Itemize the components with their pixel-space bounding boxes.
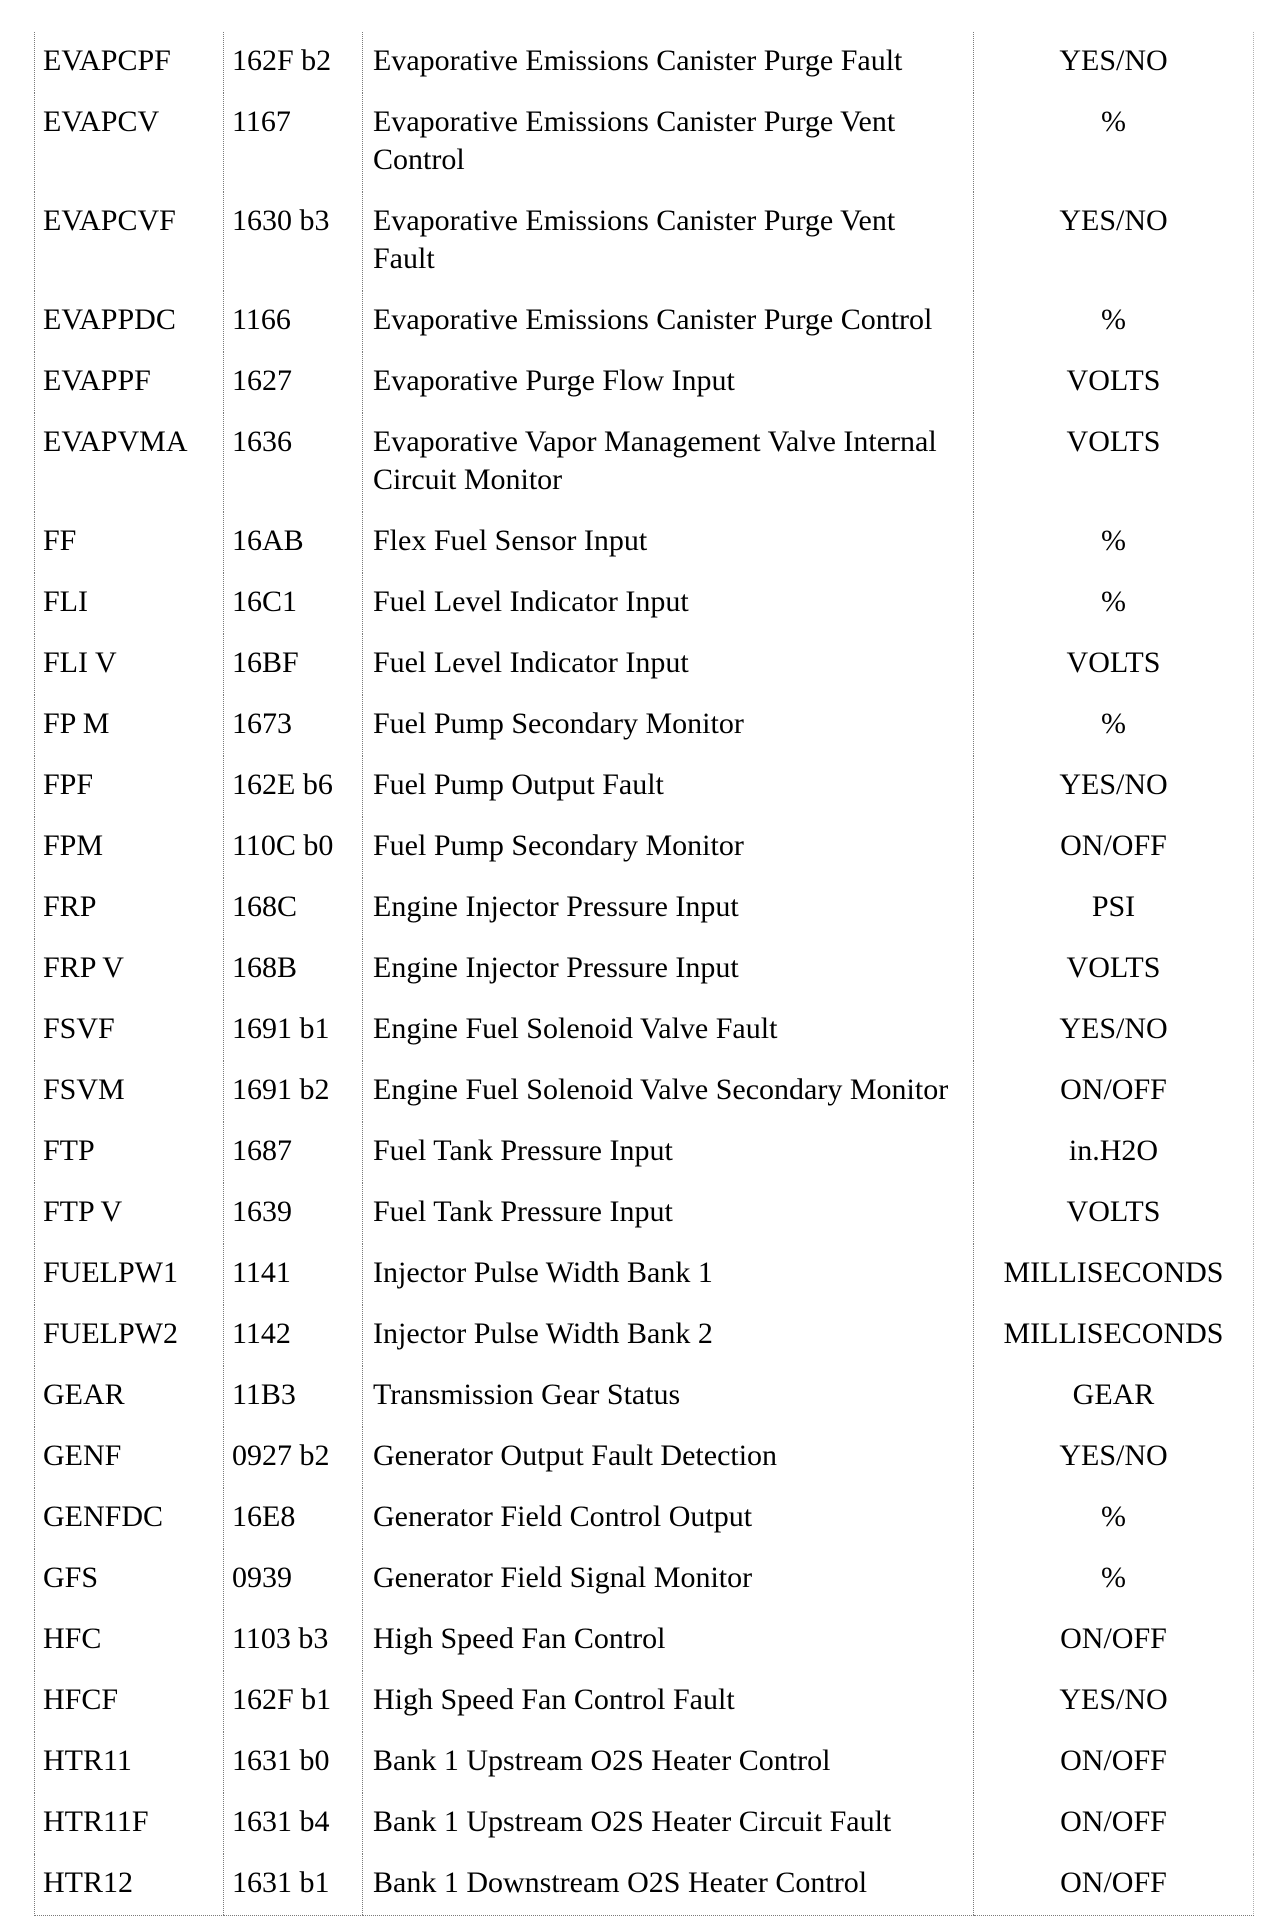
parameter-name-cell: EVAPCPF	[35, 32, 224, 93]
parameter-address-cell: 1630 b3	[224, 192, 363, 291]
parameter-address-cell: 16BF	[224, 634, 363, 695]
table-row	[35, 878, 1254, 939]
parameter-description-cell: Bank 1 Downstream O2S Heater Control	[363, 1854, 974, 1916]
table-row	[35, 1854, 1254, 1916]
parameter-description-cell: Evaporative Emissions Canister Purge Vent Control	[363, 93, 974, 192]
table-row	[35, 1366, 1254, 1427]
parameter-units-cell: YES/NO	[974, 1000, 1254, 1061]
parameter-description-cell: Injector Pulse Width Bank 1	[363, 1244, 974, 1305]
parameter-description-cell: Engine Injector Pressure Input	[363, 939, 974, 1000]
parameter-name-cell: HTR12	[35, 1854, 224, 1916]
parameter-units-cell: %	[974, 573, 1254, 634]
table-row	[35, 939, 1254, 1000]
parameter-name-cell: GEAR	[35, 1366, 224, 1427]
table-row	[35, 1427, 1254, 1488]
parameter-address-cell: 110C b0	[224, 817, 363, 878]
parameter-units-cell: GEAR	[974, 1366, 1254, 1427]
parameter-name-cell: FTP V	[35, 1183, 224, 1244]
parameter-address-cell: 0939	[224, 1549, 363, 1610]
parameter-units-cell: VOLTS	[974, 1183, 1254, 1244]
parameter-address-cell: 168C	[224, 878, 363, 939]
parameter-units-cell: ON/OFF	[974, 1061, 1254, 1122]
parameter-description-cell: Fuel Tank Pressure Input	[363, 1122, 974, 1183]
parameter-name-cell: HTR11	[35, 1732, 224, 1793]
parameter-units-cell: %	[974, 512, 1254, 573]
parameter-address-cell: 1691 b2	[224, 1061, 363, 1122]
parameter-description-cell: Generator Output Fault Detection	[363, 1427, 974, 1488]
parameter-name-cell: EVAPPDC	[35, 291, 224, 352]
parameter-address-cell: 16E8	[224, 1488, 363, 1549]
parameter-address-cell: 1167	[224, 93, 363, 192]
parameter-units-cell: in.H2O	[974, 1122, 1254, 1183]
parameter-units-cell: ON/OFF	[974, 1793, 1254, 1854]
parameter-address-cell: 162F b1	[224, 1671, 363, 1732]
parameter-description-cell: Evaporative Emissions Canister Purge Vent Fault	[363, 192, 974, 291]
parameter-address-cell: 1691 b1	[224, 1000, 363, 1061]
table-row	[35, 1732, 1254, 1793]
parameter-description-cell: Evaporative Purge Flow Input	[363, 352, 974, 413]
parameter-name-cell: EVAPCV	[35, 93, 224, 192]
table-row	[35, 413, 1254, 512]
parameter-description-cell: Transmission Gear Status	[363, 1366, 974, 1427]
table-row	[35, 817, 1254, 878]
parameter-units-cell: YES/NO	[974, 1427, 1254, 1488]
parameter-description-cell: Fuel Level Indicator Input	[363, 573, 974, 634]
parameter-address-cell: 162F b2	[224, 32, 363, 93]
parameter-address-cell: 1142	[224, 1305, 363, 1366]
parameter-name-cell: EVAPCVF	[35, 192, 224, 291]
parameter-description-cell: Evaporative Emissions Canister Purge Fault	[363, 32, 974, 93]
parameter-name-cell: FUELPW1	[35, 1244, 224, 1305]
parameter-name-cell: FTP	[35, 1122, 224, 1183]
parameter-address-cell: 16AB	[224, 512, 363, 573]
parameter-address-cell: 1639	[224, 1183, 363, 1244]
parameter-units-cell: VOLTS	[974, 413, 1254, 512]
parameter-name-cell: FP M	[35, 695, 224, 756]
parameter-name-cell: HFC	[35, 1610, 224, 1671]
table-row	[35, 1793, 1254, 1854]
table-row	[35, 1000, 1254, 1061]
parameter-units-cell: %	[974, 1549, 1254, 1610]
parameter-name-cell: FUELPW2	[35, 1305, 224, 1366]
parameter-name-cell: FPF	[35, 756, 224, 817]
parameter-name-cell: FLI V	[35, 634, 224, 695]
parameter-units-cell: YES/NO	[974, 756, 1254, 817]
parameter-description-cell: Flex Fuel Sensor Input	[363, 512, 974, 573]
parameter-units-cell: YES/NO	[974, 1671, 1254, 1732]
parameter-units-cell: YES/NO	[974, 32, 1254, 93]
parameter-units-cell: %	[974, 1488, 1254, 1549]
parameter-address-cell: 168B	[224, 939, 363, 1000]
table-row	[35, 695, 1254, 756]
parameter-name-cell: EVAPVMA	[35, 413, 224, 512]
table-row	[35, 1061, 1254, 1122]
parameter-name-cell: FSVM	[35, 1061, 224, 1122]
parameter-address-cell: 1166	[224, 291, 363, 352]
table-row	[35, 352, 1254, 413]
parameter-units-cell: VOLTS	[974, 352, 1254, 413]
parameter-name-cell: FLI	[35, 573, 224, 634]
parameter-description-cell: Engine Fuel Solenoid Valve Secondary Monitor	[363, 1061, 974, 1122]
parameter-units-cell: MILLISECONDS	[974, 1305, 1254, 1366]
parameter-description-cell: Generator Field Signal Monitor	[363, 1549, 974, 1610]
parameter-address-cell: 162E b6	[224, 756, 363, 817]
parameter-description-cell: Evaporative Emissions Canister Purge Control	[363, 291, 974, 352]
parameter-units-cell: YES/NO	[974, 192, 1254, 291]
table-row	[35, 1183, 1254, 1244]
parameter-units-cell: ON/OFF	[974, 1854, 1254, 1916]
parameter-description-cell: Fuel Pump Secondary Monitor	[363, 817, 974, 878]
parameter-address-cell: 0927 b2	[224, 1427, 363, 1488]
table-row	[35, 1122, 1254, 1183]
parameter-name-cell: GENF	[35, 1427, 224, 1488]
parameter-units-cell: VOLTS	[974, 939, 1254, 1000]
parameter-description-cell: Generator Field Control Output	[363, 1488, 974, 1549]
parameter-name-cell: FF	[35, 512, 224, 573]
parameter-units-cell: MILLISECONDS	[974, 1244, 1254, 1305]
parameter-name-cell: GENFDC	[35, 1488, 224, 1549]
parameter-description-cell: High Speed Fan Control Fault	[363, 1671, 974, 1732]
parameter-units-cell: ON/OFF	[974, 1732, 1254, 1793]
table-row	[35, 756, 1254, 817]
table-row	[35, 192, 1254, 291]
parameter-address-cell: 1673	[224, 695, 363, 756]
parameter-name-cell: FRP V	[35, 939, 224, 1000]
table-row	[35, 1549, 1254, 1610]
parameter-table	[34, 32, 1254, 1916]
parameter-description-cell: Fuel Pump Secondary Monitor	[363, 695, 974, 756]
parameter-description-cell: Engine Injector Pressure Input	[363, 878, 974, 939]
parameter-description-cell: Fuel Level Indicator Input	[363, 634, 974, 695]
parameter-description-cell: Injector Pulse Width Bank 2	[363, 1305, 974, 1366]
parameter-description-cell: Bank 1 Upstream O2S Heater Control	[363, 1732, 974, 1793]
table-row	[35, 32, 1254, 93]
table-row	[35, 1244, 1254, 1305]
parameter-address-cell: 1141	[224, 1244, 363, 1305]
table-row	[35, 1610, 1254, 1671]
table-row	[35, 573, 1254, 634]
parameter-address-cell: 1687	[224, 1122, 363, 1183]
table-row	[35, 1488, 1254, 1549]
parameter-address-cell: 11B3	[224, 1366, 363, 1427]
parameter-units-cell: VOLTS	[974, 634, 1254, 695]
parameter-description-cell: Fuel Tank Pressure Input	[363, 1183, 974, 1244]
parameter-address-cell: 1627	[224, 352, 363, 413]
parameter-address-cell: 1631 b0	[224, 1732, 363, 1793]
parameter-address-cell: 1636	[224, 413, 363, 512]
parameter-table-body	[35, 32, 1254, 1916]
parameter-name-cell: FSVF	[35, 1000, 224, 1061]
parameter-description-cell: Fuel Pump Output Fault	[363, 756, 974, 817]
table-row	[35, 291, 1254, 352]
parameter-units-cell: %	[974, 291, 1254, 352]
parameter-address-cell: 1103 b3	[224, 1610, 363, 1671]
parameter-name-cell: FPM	[35, 817, 224, 878]
parameter-address-cell: 16C1	[224, 573, 363, 634]
parameter-units-cell: PSI	[974, 878, 1254, 939]
table-row	[35, 634, 1254, 695]
table-row	[35, 1671, 1254, 1732]
parameter-description-cell: Engine Fuel Solenoid Valve Fault	[363, 1000, 974, 1061]
table-row	[35, 93, 1254, 192]
parameter-name-cell: HFCF	[35, 1671, 224, 1732]
parameter-description-cell: Evaporative Vapor Management Valve Internal Circuit Monitor	[363, 413, 974, 512]
parameter-units-cell: %	[974, 695, 1254, 756]
parameter-units-cell: ON/OFF	[974, 1610, 1254, 1671]
parameter-address-cell: 1631 b4	[224, 1793, 363, 1854]
parameter-description-cell: Bank 1 Upstream O2S Heater Circuit Fault	[363, 1793, 974, 1854]
parameter-name-cell: HTR11F	[35, 1793, 224, 1854]
parameter-name-cell: GFS	[35, 1549, 224, 1610]
parameter-name-cell: FRP	[35, 878, 224, 939]
parameter-address-cell: 1631 b1	[224, 1854, 363, 1916]
parameter-units-cell: %	[974, 93, 1254, 192]
table-row	[35, 512, 1254, 573]
parameter-name-cell: EVAPPF	[35, 352, 224, 413]
table-row	[35, 1305, 1254, 1366]
parameter-units-cell: ON/OFF	[974, 817, 1254, 878]
parameter-description-cell: High Speed Fan Control	[363, 1610, 974, 1671]
